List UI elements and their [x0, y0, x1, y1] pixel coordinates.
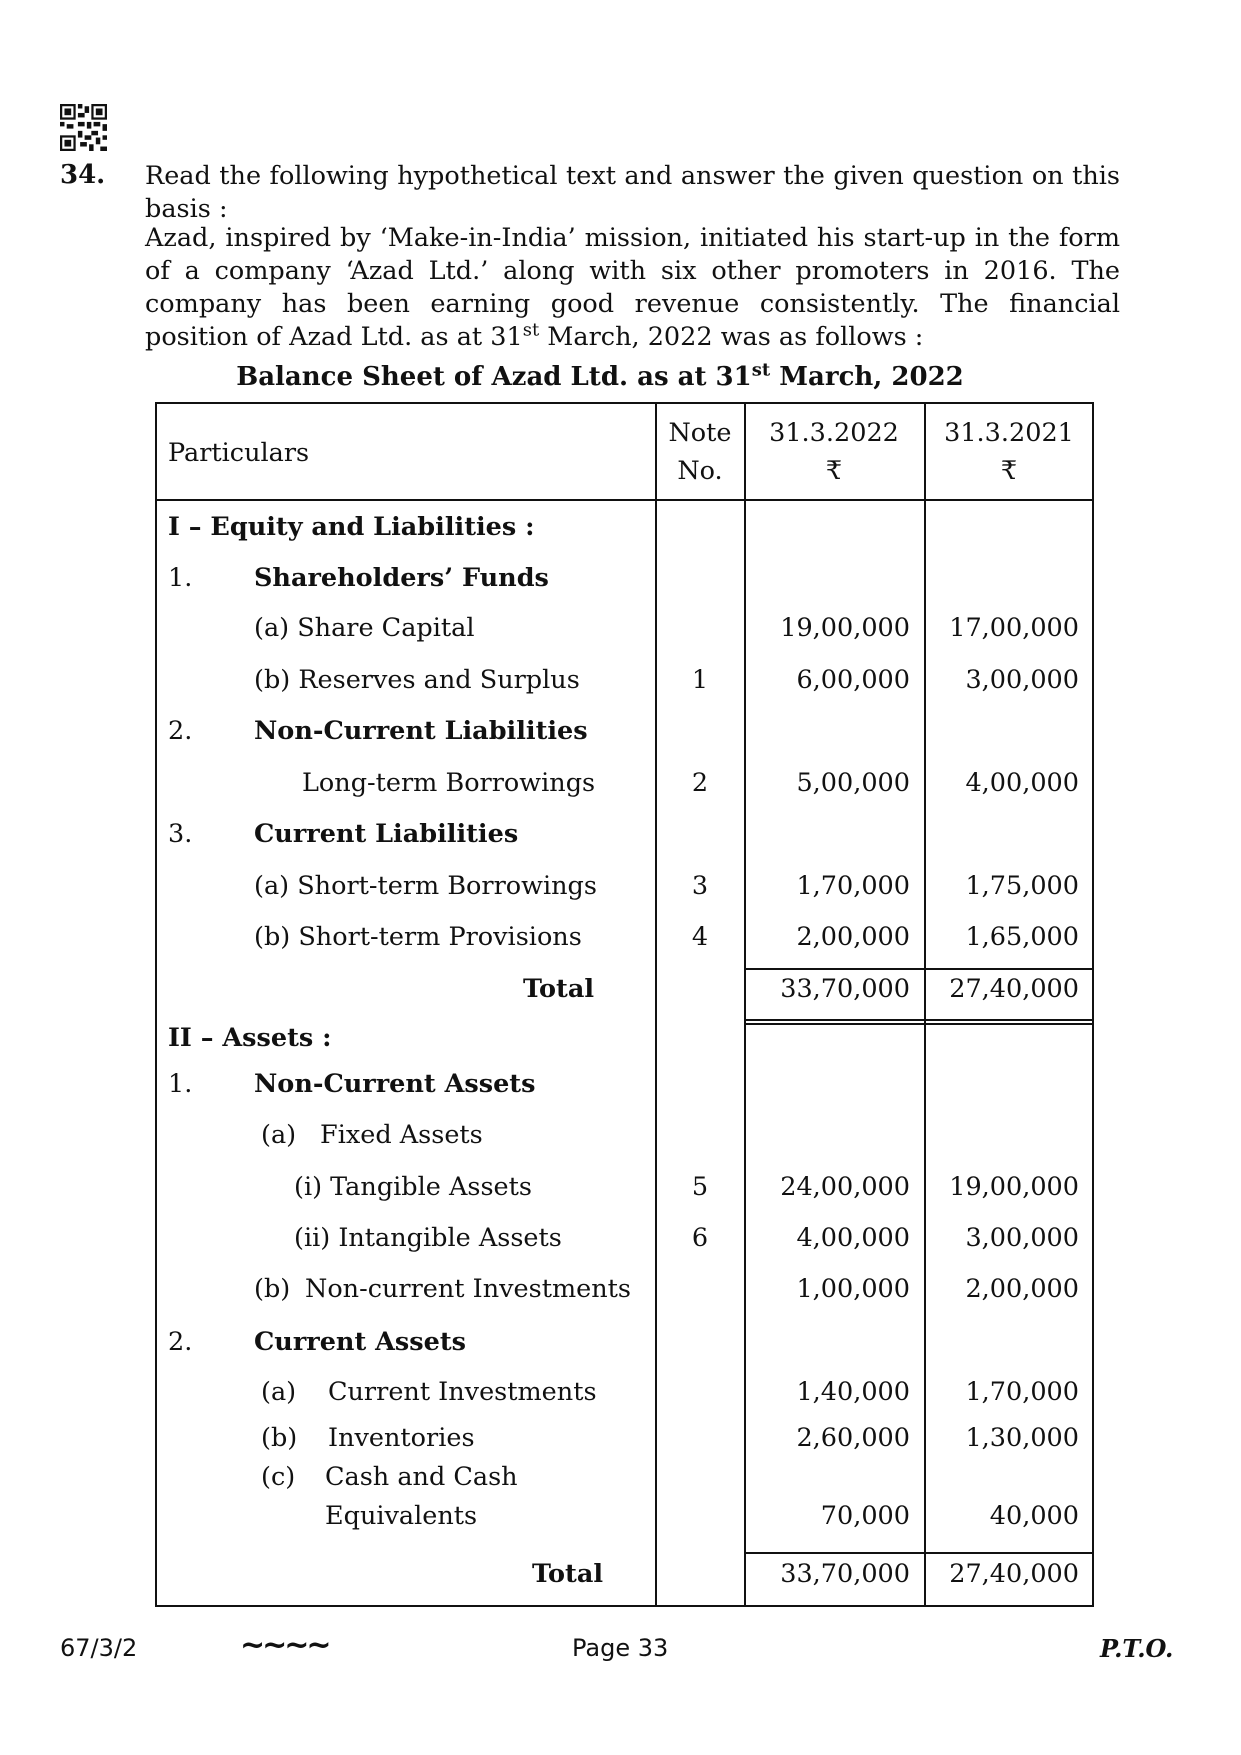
row-num: 2.: [168, 1327, 193, 1357]
value-2021: 4,00,000: [965, 768, 1079, 798]
row-current-liabilities: Current Liabilities: [254, 819, 519, 849]
value-2022: 1,40,000: [796, 1377, 910, 1407]
table-border-top: [155, 402, 1094, 404]
row-total-equity-liabilities: Total: [523, 974, 595, 1004]
total-rule-bottom-1b: [744, 1023, 1094, 1025]
row-assets-heading: II – Assets :: [168, 1023, 332, 1053]
header-divider: [155, 499, 1094, 501]
value-2022: 4,00,000: [796, 1223, 910, 1253]
value-2021: 3,00,000: [965, 665, 1079, 695]
row-total-assets: Total: [532, 1559, 604, 1589]
footer-ornament-text: ~~~~: [240, 1628, 329, 1663]
row-cash-line2: Equivalents: [325, 1501, 478, 1531]
value-2021: 1,65,000: [965, 922, 1079, 952]
row-reserves-surplus: (b) Reserves and Surplus: [254, 665, 580, 695]
row-marker: (b): [254, 1274, 291, 1304]
note-number: 4: [691, 922, 709, 952]
value-2021: 40,000: [989, 1501, 1079, 1531]
header-2022-unit: ₹: [825, 456, 843, 486]
value-2021: 1,75,000: [965, 871, 1079, 901]
row-marker: (a): [261, 1377, 297, 1407]
row-marker: (b): [261, 1423, 298, 1453]
row-equity-liabilities-heading: I – Equity and Liabilities :: [168, 512, 535, 542]
row-non-current-liabilities: Non-Current Liabilities: [254, 716, 588, 746]
pto-label: P.T.O.: [1100, 1634, 1174, 1663]
value-2021: 27,40,000: [949, 1559, 1079, 1589]
value-2022: 70,000: [820, 1501, 910, 1531]
row-num: 3.: [168, 819, 193, 849]
row-inventories: Inventories: [328, 1423, 475, 1453]
row-non-current-investments: Non-current Investments: [305, 1274, 632, 1304]
col-divider-2022: [744, 402, 746, 1607]
header-note-line2: No.: [677, 456, 723, 486]
header-2021-date: 31.3.2021: [944, 418, 1074, 448]
row-tangible-assets: (i) Tangible Assets: [294, 1172, 532, 1202]
row-intangible-assets: (ii) Intangible Assets: [294, 1223, 562, 1253]
table-border-left: [155, 402, 157, 1607]
value-2022: 1,00,000: [796, 1274, 910, 1304]
balance-sheet-table: [155, 402, 1094, 1607]
total-rule-top-1: [744, 968, 1094, 970]
header-note-line1: Note: [668, 418, 732, 448]
value-2022: 33,70,000: [780, 974, 910, 1004]
row-marker: (c): [261, 1462, 296, 1492]
col-divider-note: [655, 402, 657, 1607]
page-number: Page 33: [572, 1634, 669, 1662]
row-short-term-provisions: (b) Short-term Provisions: [254, 922, 582, 952]
row-fixed-assets: Fixed Assets: [320, 1120, 483, 1150]
note-number: 2: [691, 768, 709, 798]
table-border-right: [1092, 402, 1094, 1607]
question-number: 34.: [60, 160, 106, 190]
value-2022: 19,00,000: [780, 613, 910, 643]
row-non-current-assets: Non-Current Assets: [254, 1069, 536, 1099]
note-number: 3: [691, 871, 709, 901]
header-2022-date: 31.3.2022: [769, 418, 899, 448]
row-shareholders-funds: Shareholders’ Funds: [254, 563, 549, 593]
question-body: Azad, inspired by ‘Make-in-India’ mission, initiated his start-up in the form of a company ‘Azad Ltd.’ along with six other promoters in 2016. The company has been earning good revenue consistently. The financial position of Azad Ltd. as at 31st March, 2022 was as follows :: [145, 223, 1120, 352]
value-2021: 19,00,000: [949, 1172, 1079, 1202]
row-num: 2.: [168, 716, 193, 746]
row-short-term-borrowings: (a) Short-term Borrowings: [254, 871, 597, 901]
value-2022: 33,70,000: [780, 1559, 910, 1589]
value-2021: 27,40,000: [949, 974, 1079, 1004]
note-number: 5: [691, 1172, 709, 1202]
value-2021: 2,00,000: [965, 1274, 1079, 1304]
value-2021: 1,70,000: [965, 1377, 1079, 1407]
table-border-bottom: [155, 1605, 1094, 1607]
qr-code-icon: [60, 104, 107, 151]
value-2021: 1,30,000: [965, 1423, 1079, 1453]
row-num: 1.: [168, 1069, 193, 1099]
note-number: 6: [691, 1223, 709, 1253]
row-long-term-borrowings: Long-term Borrowings: [302, 768, 596, 798]
question-intro: Read the following hypothetical text and answer the given question on this basis :: [145, 161, 1120, 224]
footer-ornament: [240, 1628, 329, 1663]
value-2022: 5,00,000: [796, 768, 910, 798]
header-particulars: Particulars: [168, 438, 310, 468]
value-2022: 24,00,000: [780, 1172, 910, 1202]
row-share-capital: (a) Share Capital: [254, 613, 475, 643]
table-title: Balance Sheet of Azad Ltd. as at 31st March, 2022: [236, 359, 964, 392]
note-number: 1: [691, 665, 709, 695]
total-rule-top-2: [744, 1552, 1094, 1554]
value-2022: 6,00,000: [796, 665, 910, 695]
header-2021-unit: ₹: [1000, 456, 1018, 486]
row-marker: (a): [261, 1120, 297, 1150]
row-cash-line1: Cash and Cash: [325, 1462, 518, 1492]
row-current-assets: Current Assets: [254, 1327, 466, 1357]
row-num: 1.: [168, 563, 193, 593]
value-2021: 3,00,000: [965, 1223, 1079, 1253]
total-rule-bottom-1a: [744, 1019, 1094, 1021]
value-2022: 2,00,000: [796, 922, 910, 952]
value-2022: 2,60,000: [796, 1423, 910, 1453]
value-2021: 17,00,000: [949, 613, 1079, 643]
row-current-investments: Current Investments: [328, 1377, 597, 1407]
value-2022: 1,70,000: [796, 871, 910, 901]
footer-code: 67/3/2: [60, 1634, 138, 1662]
